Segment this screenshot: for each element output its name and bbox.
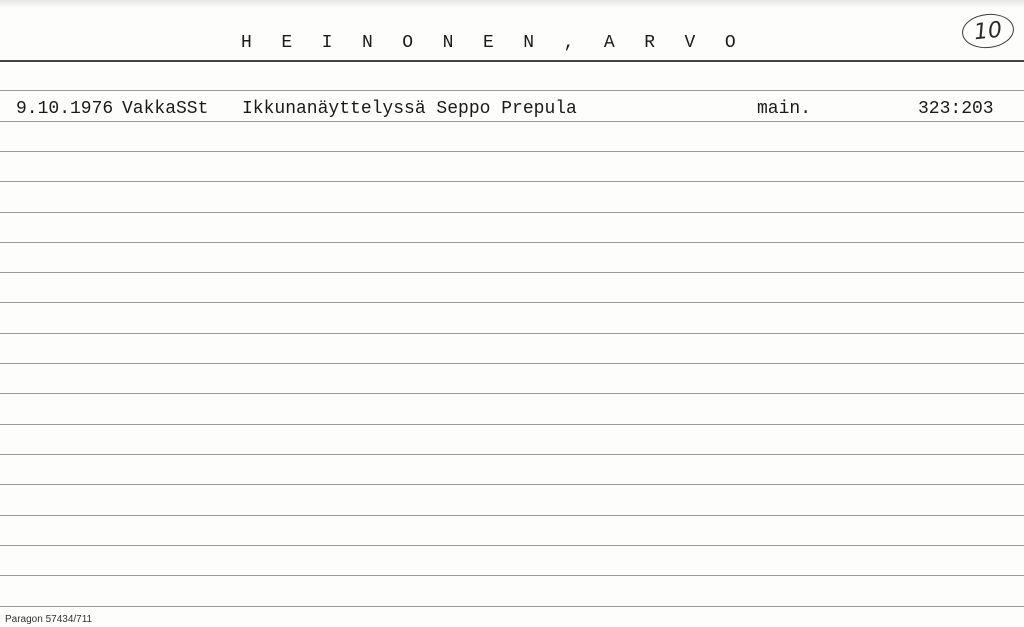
entry-source: VakkaSSt (122, 99, 209, 119)
ruled-line (0, 515, 1024, 516)
ruled-line (0, 90, 1024, 91)
card-heading: H E I N O N E N , A R V O (241, 33, 746, 53)
ruled-line (0, 272, 1024, 273)
sequence-number-circle (960, 11, 1015, 50)
ruled-line (0, 242, 1024, 243)
entry-role: main. (757, 99, 812, 119)
ruled-line (0, 181, 1024, 182)
ruled-line (0, 424, 1024, 425)
ruled-line (0, 575, 1024, 576)
ruled-line (0, 606, 1024, 607)
ruled-line (0, 484, 1024, 485)
ruled-line (0, 333, 1024, 334)
entry-title: Ikkunanäyttelyssä Seppo Prepula (242, 99, 577, 119)
ruled-line (0, 454, 1024, 455)
sequence-number: 10 (972, 17, 1004, 45)
card-top-edge (0, 0, 1024, 8)
header-rule (0, 60, 1024, 62)
ruled-line (0, 151, 1024, 152)
entry-date: 9.10.1976 (16, 99, 114, 119)
card-footer-print: Paragon 57434/711 (5, 614, 93, 625)
ruled-line (0, 393, 1024, 394)
ruled-line (0, 363, 1024, 364)
ruled-line (0, 212, 1024, 213)
ruled-line (0, 545, 1024, 546)
ruled-line (0, 302, 1024, 303)
entry-reference: 323:203 (918, 99, 994, 119)
ruled-line (0, 121, 1024, 122)
